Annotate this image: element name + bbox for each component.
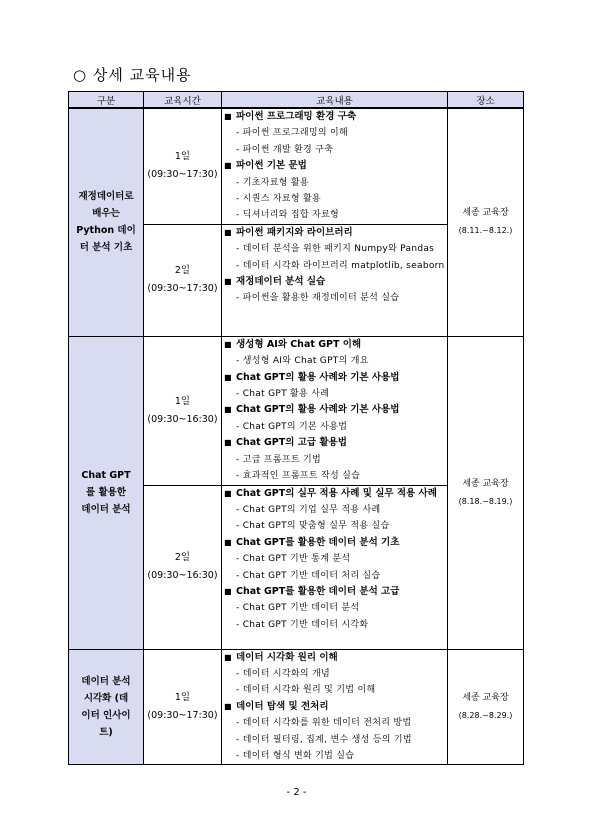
square-bullet-icon: ■ (224, 112, 232, 121)
day-time-cell (144, 224, 222, 336)
content-item (222, 535, 447, 551)
content-sub-item: - Chat GPT의 기업 실무 적용 사례 (236, 504, 381, 515)
content-sub-item: - Chat GPT 활용 사례 (236, 389, 330, 400)
content-item (222, 650, 447, 666)
table-body (69, 108, 524, 765)
content-sub-item: - 데이터 형식 변화 기법 실습 (236, 750, 355, 761)
square-bullet-icon: ■ (224, 405, 232, 415)
section-title: ○ 상세 교육내용 (73, 66, 192, 84)
day-hours: (09:30~17:30) (147, 283, 218, 295)
content-item-title: Chat GPT의 실무 적용 사례 및 실무 적용 사례 (236, 487, 437, 499)
day-time-cell (144, 485, 222, 649)
content-cell (222, 224, 448, 336)
content-cell (222, 485, 448, 649)
content-item (222, 486, 447, 502)
content-item-title: 데이터 시각화 원리 이해 (236, 651, 338, 663)
day-hours: (09:30~16:30) (147, 570, 218, 581)
square-bullet-icon: ■ (224, 701, 232, 711)
content-sub-item: - Chat GPT의 맞춤형 실무 적용 실습 (236, 521, 390, 532)
content-sub-item: - Chat GPT 기반 통계 분석 (236, 554, 351, 565)
content-item (222, 337, 447, 353)
content-item-title: 생성형 AI와 Chat GPT 이해 (236, 338, 362, 350)
day-hours: (09:30~17:30) (147, 709, 218, 721)
content-item-title: 파이썬 프로그래밍 환경 구축 (236, 111, 357, 122)
page-number: - 2 - (286, 787, 307, 798)
header-time: 교육시간 (144, 92, 222, 109)
course-name: Chat GPT를 활용한 데이터 분석 (81, 470, 131, 516)
place-name: 세종 교육장 (462, 478, 509, 489)
content-item (222, 225, 447, 241)
place-cell (448, 649, 524, 765)
content-item (222, 158, 447, 174)
content-item (222, 109, 447, 125)
square-bullet-icon: ■ (224, 161, 232, 171)
square-bullet-icon: ■ (224, 488, 232, 498)
content-item (222, 370, 447, 386)
square-bullet-icon: ■ (224, 438, 232, 448)
content-cell (222, 649, 448, 765)
content-sub-item: - Chat GPT 기반 데이터 시각화 (236, 619, 369, 630)
table-row (69, 336, 524, 485)
content-item-title: Chat GPT의 활용 사례와 기본 사용법 (236, 371, 400, 383)
content-item-title: Chat GPT를 활용한 데이터 분석 기초 (236, 536, 400, 548)
place-dates: (8.11.~8.12.) (458, 226, 513, 236)
content-sub-item: - 기초자료형 활용 (236, 177, 309, 188)
content-sub-item: - 파이썬 개발 환경 구축 (236, 144, 334, 155)
content-sub-item: - 데이터 시각화를 위한 데이터 전처리 방법 (236, 718, 412, 729)
place-cell (448, 108, 524, 336)
day-hours: (09:30~17:30) (147, 169, 218, 181)
day-hours: (09:30~16:30) (147, 413, 218, 425)
square-bullet-icon: ■ (224, 586, 232, 596)
content-sub-item: - 효과적인 프롬프트 작성 실습 (236, 471, 361, 482)
content-sub-item: - 데이터 시각화 라이브러리 matplotlib, seaborn (236, 260, 445, 271)
content-item-title: 파이썬 기본 문법 (236, 160, 307, 172)
course-schedule-table (68, 91, 524, 765)
header-content: 교육내용 (222, 92, 448, 109)
table-row (69, 108, 524, 224)
content-sub-item: - Chat GPT 기반 데이터 분석 (236, 603, 360, 614)
course-name-cell (69, 649, 144, 765)
content-sub-item: - 파이썬을 활용한 재정데이터 분석 실습 (236, 293, 400, 304)
content-sub-item: - 데이터 시각화 원리 및 기법 이해 (236, 685, 376, 696)
table-header-row (69, 92, 524, 109)
square-bullet-icon: ■ (224, 339, 232, 349)
content-item (222, 584, 447, 600)
square-bullet-icon: ■ (224, 227, 232, 237)
content-sub-item: - 데이터 필터링, 집계, 변수 생성 등의 기법 (236, 734, 412, 745)
day-label: 1일 (174, 691, 191, 703)
day-label: 2일 (174, 265, 191, 277)
content-item-title: 데이터 탐색 및 전처리 (236, 700, 329, 712)
content-item (222, 699, 447, 715)
course-name: 재정데이터로 배우는 Python 데이터 분석 기초 (76, 191, 136, 254)
course-name-cell (69, 336, 144, 649)
square-bullet-icon: ■ (224, 537, 232, 547)
place-name: 세종 교육장 (462, 692, 509, 703)
content-sub-item: - 생성형 AI와 Chat GPT의 개요 (236, 356, 369, 367)
content-item-title: Chat GPT를 활용한 데이터 분석 고급 (236, 585, 400, 597)
content-sub-item: - 시퀀스 자료형 활용 (236, 194, 321, 205)
day-label: 1일 (174, 395, 191, 407)
content-sub-item: - Chat GPT 기반 데이터 처리 실습 (236, 570, 381, 581)
day-time-cell (144, 108, 222, 224)
content-sub-item: - 데이터 시각화의 개념 (236, 668, 330, 679)
day-time-cell (144, 336, 222, 485)
content-cell (222, 336, 448, 485)
content-item-title: 재정데이터 분석 실습 (236, 276, 326, 288)
place-dates: (8.28.~8.29.) (458, 710, 513, 720)
content-item (222, 402, 447, 418)
content-item-title: Chat GPT의 고급 활용법 (236, 437, 347, 449)
day-time-cell (144, 649, 222, 765)
content-sub-item: - Chat GPT의 기본 사용법 (236, 421, 348, 432)
content-item-title: Chat GPT의 활용 사례와 기본 사용법 (236, 404, 400, 416)
square-bullet-icon: ■ (224, 277, 232, 287)
square-bullet-icon: ■ (224, 652, 232, 662)
content-cell (222, 108, 448, 224)
content-item (222, 435, 447, 451)
content-sub-item: - 딕셔너리와 집합 자료형 (236, 210, 339, 221)
content-sub-item: - 고급 프롬프트 기법 (236, 454, 321, 465)
course-name-cell (69, 108, 144, 336)
header-place: 장소 (448, 92, 524, 109)
place-name: 세종 교육장 (462, 208, 509, 219)
course-name: 데이터 분석 시각화 (데이터 인사이트) (81, 675, 131, 738)
content-item (222, 274, 447, 290)
content-item-title: 파이썬 패키지와 라이브러리 (236, 226, 353, 238)
place-cell (448, 336, 524, 649)
day-label: 2일 (174, 552, 191, 563)
content-sub-item: - 파이썬 프로그래밍의 이해 (236, 128, 348, 139)
table-row (69, 649, 524, 765)
header-course: 구분 (69, 92, 144, 109)
content-sub-item: - 데이터 분석을 위한 패키지 Numpy와 Pandas (236, 244, 435, 255)
day-label: 1일 (174, 151, 191, 163)
place-dates: (8.18.~8.19.) (458, 496, 513, 506)
square-bullet-icon: ■ (224, 372, 232, 382)
